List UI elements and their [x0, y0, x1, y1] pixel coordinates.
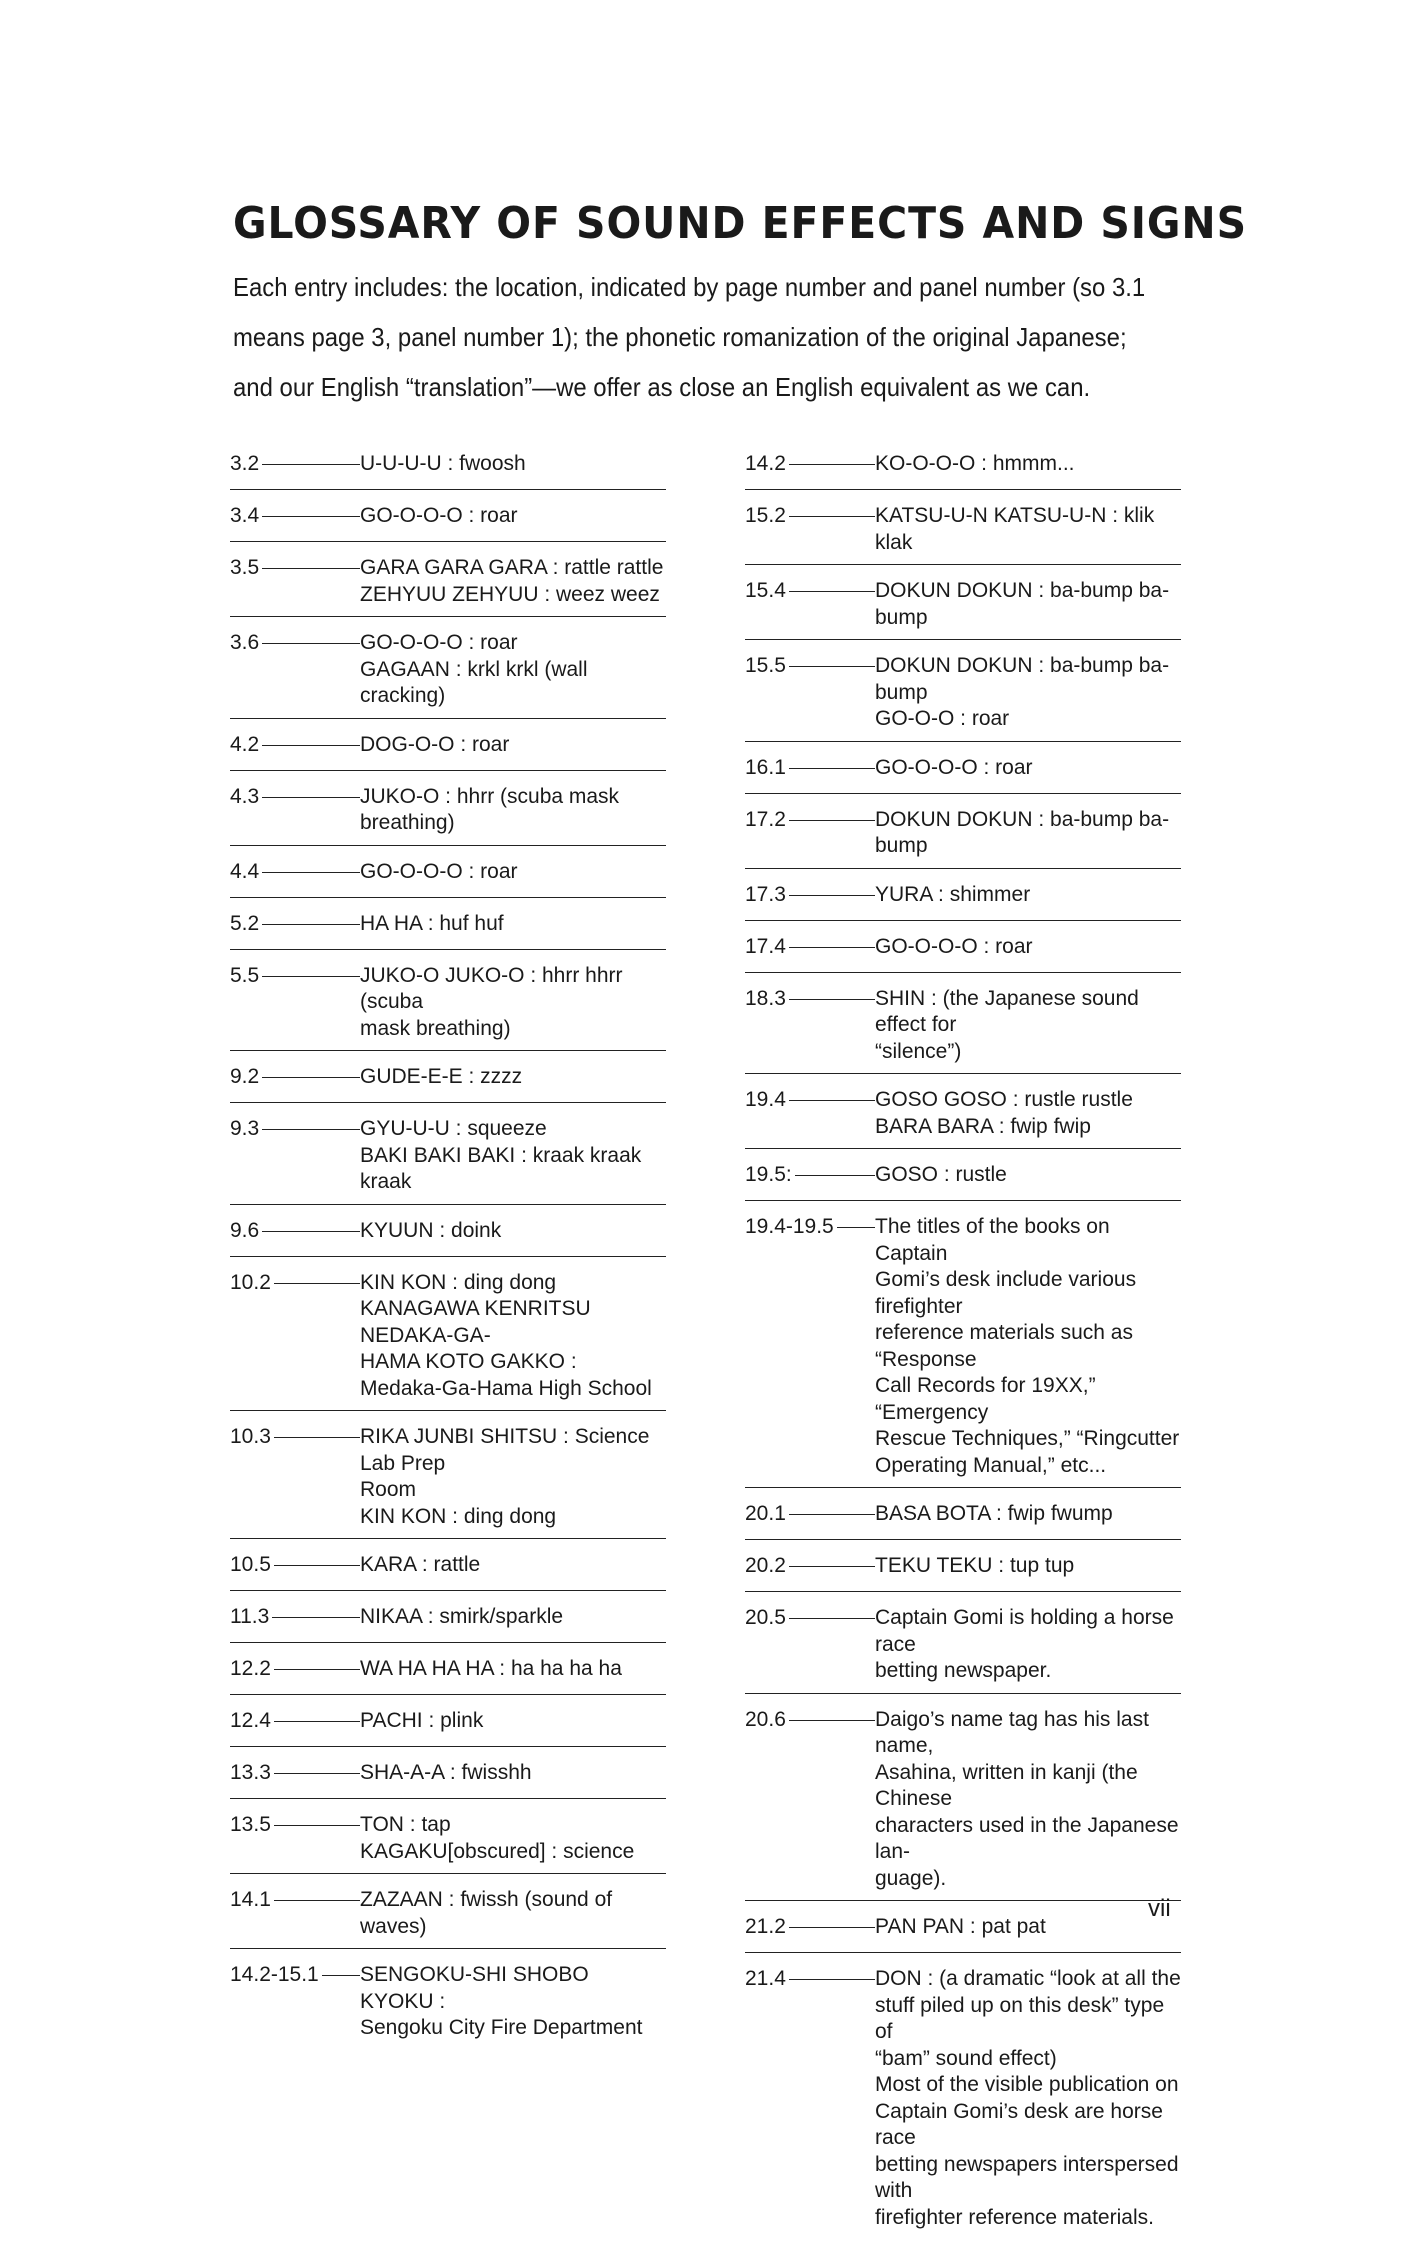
entry-location: 17.3	[745, 882, 789, 908]
entry-text: GO-O-O-O : roar GAGAAN : krkl krkl (wall cracking)	[360, 631, 588, 707]
glossary-entry	[230, 1061, 666, 1103]
glossary-entry	[745, 804, 1181, 869]
entry-location: 14.1	[230, 1887, 274, 1913]
entry-text: GO-O-O-O : roar	[875, 934, 1033, 958]
entry-text: GOSO GOSO : rustle rustle BARA BARA : fwip fwip	[875, 1088, 1133, 1138]
entry-location: 9.3	[230, 1116, 262, 1142]
entry-location: 9.6	[230, 1218, 262, 1244]
glossary-entry	[230, 1267, 666, 1412]
entry-text: SHIN : (the Japanese sound effect for “silence”)	[875, 986, 1139, 1063]
entry-location: 16.1	[745, 755, 789, 781]
glossary-column-right	[745, 448, 1181, 2249]
glossary-entry	[230, 856, 666, 898]
glossary-entry	[230, 500, 666, 542]
glossary-entry	[230, 1113, 666, 1205]
glossary-entry	[745, 1550, 1181, 1592]
entry-location: 3.5	[230, 555, 262, 581]
glossary-entry	[745, 500, 1181, 565]
page-title: GLOSSARY OF SOUND EFFECTS AND SIGNS	[233, 198, 1247, 249]
glossary-entry	[745, 1911, 1181, 1953]
entry-location: 14.2	[745, 451, 789, 477]
entry-location: 17.4	[745, 934, 789, 960]
entry-text: DON : (a dramatic “look at all the stuff piled up on this desk” type of “bam” sound effect) Most of the visible publication on Captain Gomi’s desk are horse race betting newspapers interspersed with firefighter reference materials.	[875, 1967, 1181, 2229]
entry-location: 9.2	[230, 1064, 262, 1090]
entry-text: DOKUN DOKUN : ba-bump ba-bump GO-O-O : roar	[875, 654, 1170, 730]
glossary-entry	[230, 1757, 666, 1799]
entry-location: 19.4	[745, 1087, 789, 1113]
entry-location: 19.5:	[745, 1162, 795, 1188]
glossary-entry	[230, 1884, 666, 1949]
entry-location: 3.6	[230, 630, 262, 656]
entry-text: U-U-U-U : fwoosh	[360, 452, 526, 475]
glossary-entry	[745, 1084, 1181, 1149]
entry-location: 11.3	[230, 1604, 272, 1630]
entry-text: HA HA : huf huf	[360, 911, 504, 935]
glossary-entry	[745, 448, 1181, 490]
glossary-entry	[230, 627, 666, 719]
entry-location: 14.2-15.1	[230, 1962, 322, 1988]
entry-location: 21.4	[745, 1966, 789, 1992]
entry-text: Daigo’s name tag has his last name, Asahina, written in kanji (the Chinese characters used in the Japanese lan- guage).	[875, 1707, 1179, 1890]
glossary-entry	[230, 1601, 666, 1643]
entry-location: 12.2	[230, 1656, 274, 1682]
entry-text: YURA : shimmer	[875, 882, 1031, 906]
glossary-entry	[230, 908, 666, 950]
glossary-entry	[230, 1421, 666, 1539]
entry-text: KYUUN : doink	[360, 1218, 502, 1242]
glossary-entry	[745, 752, 1181, 794]
entry-location: 5.2	[230, 911, 262, 937]
entry-location: 20.5	[745, 1605, 789, 1631]
glossary-entry	[230, 729, 666, 771]
entry-text: SHA-A-A : fwisshh	[360, 1761, 532, 1784]
entry-text: RIKA JUNBI SHITSU : Science Lab Prep Room KIN KON : ding dong	[360, 1425, 650, 1528]
entry-text: ZAZAAN : fwissh (sound of waves)	[360, 1888, 613, 1938]
glossary-entry	[745, 1211, 1181, 1488]
entry-text: KARA : rattle	[360, 1553, 481, 1576]
glossary-entry	[745, 575, 1181, 640]
entry-text: NIKAA : smirk/sparkle	[360, 1605, 564, 1628]
entry-text: DOKUN DOKUN : ba-bump ba-bump	[875, 807, 1170, 857]
entry-text: The titles of the books on Captain Gomi’s desk include various firefighter reference materials such as “Response Call Records for 19XX,” “Emergency Rescue Techniques,” “Ringcutter Operating Manual,” etc...	[875, 1215, 1180, 1477]
glossary-entry	[745, 650, 1181, 742]
entry-text: GUDE-E-E : zzzz	[360, 1065, 523, 1088]
entry-location: 4.4	[230, 859, 262, 885]
glossary-entry	[745, 983, 1181, 1075]
entry-location: 13.3	[230, 1760, 274, 1786]
entry-location: 15.2	[745, 503, 789, 529]
entry-location: 20.6	[745, 1707, 789, 1733]
glossary-entry	[230, 1959, 666, 2050]
entry-text: PAN PAN : pat pat	[875, 1915, 1046, 1938]
glossary-entry	[745, 1498, 1181, 1540]
entry-location: 20.1	[745, 1501, 789, 1527]
entry-text: PACHI : plink	[360, 1709, 484, 1732]
glossary-entry	[230, 960, 666, 1052]
entry-text: GARA GARA GARA : rattle rattle ZEHYUU ZEHYUU : weez weez	[360, 556, 664, 606]
intro-paragraph: Each entry includes: the location, indicated by page number and panel number (so 3.1 means page 3, panel number 1); the phonetic romanization of the original Japanese; and our English “translation”—we offer as close an English equivalent as we can.	[233, 272, 1146, 402]
entry-text: GO-O-O-O : roar	[360, 859, 518, 883]
entry-text: JUKO-O JUKO-O : hhrr hhrr (scuba mask breathing)	[360, 963, 623, 1040]
glossary-entry	[745, 1159, 1181, 1201]
entry-text: GO-O-O-O : roar	[875, 755, 1033, 779]
entry-location: 15.4	[745, 578, 789, 604]
glossary-entry	[230, 1705, 666, 1747]
entry-location: 10.3	[230, 1424, 274, 1450]
entry-location: 5.5	[230, 963, 262, 989]
entry-location: 4.3	[230, 784, 262, 810]
entry-text: GO-O-O-O : roar	[360, 504, 518, 527]
entry-location: 21.2	[745, 1914, 789, 1940]
entry-text: Captain Gomi is holding a horse race betting newspaper.	[875, 1606, 1174, 1682]
page-number: vii	[1148, 1895, 1171, 1922]
entry-location: 13.5	[230, 1812, 274, 1838]
entry-location: 19.4-19.5	[745, 1214, 837, 1240]
glossary-entry	[745, 1704, 1181, 1902]
entry-location: 20.2	[745, 1553, 789, 1579]
glossary-entry	[745, 1963, 1181, 2239]
glossary-entry	[230, 448, 666, 490]
entry-text: GYU-U-U : squeeze BAKI BAKI BAKI : kraak kraak kraak	[360, 1117, 642, 1193]
entry-text: DOKUN DOKUN : ba-bump ba-bump	[875, 579, 1170, 629]
entry-location: 3.2	[230, 451, 262, 477]
entry-text: DOG-O-O : roar	[360, 732, 510, 756]
glossary-entry	[230, 552, 666, 617]
entry-location: 18.3	[745, 986, 789, 1012]
entry-location: 3.4	[230, 503, 262, 529]
glossary-entry	[230, 1215, 666, 1257]
entry-location: 12.4	[230, 1708, 274, 1734]
entry-location: 15.5	[745, 653, 789, 679]
entry-text: SENGOKU-SHI SHOBO KYOKU : Sengoku City Fire Department	[360, 1963, 643, 2039]
glossary-entry	[745, 879, 1181, 921]
entry-text: KO-O-O-O : hmmm...	[875, 452, 1075, 475]
entry-text: JUKO-O : hhrr (scuba mask breathing)	[360, 784, 620, 834]
glossary-entry	[230, 781, 666, 846]
entry-location: 17.2	[745, 807, 789, 833]
entry-text: TON : tap KAGAKU[obscured] : science	[360, 1813, 635, 1863]
entry-text: BASA BOTA : fwip fwump	[875, 1502, 1113, 1525]
entry-location: 10.5	[230, 1552, 274, 1578]
glossary-column-left	[230, 448, 666, 2060]
entry-text: GOSO : rustle	[875, 1163, 1007, 1186]
entry-text: TEKU TEKU : tup tup	[875, 1554, 1075, 1577]
glossary-entry	[745, 1602, 1181, 1694]
entry-text: WA HA HA HA : ha ha ha ha	[360, 1657, 622, 1680]
entry-location: 10.2	[230, 1270, 274, 1296]
glossary-entry	[745, 931, 1181, 973]
entry-text: KIN KON : ding dong KANAGAWA KENRITSU NEDAKA-GA- HAMA KOTO GAKKO : Medaka-Ga-Hama High School	[360, 1270, 652, 1400]
glossary-entry	[230, 1549, 666, 1591]
entry-location: 4.2	[230, 732, 262, 758]
entry-text: KATSU-U-N KATSU-U-N : klik klak	[875, 504, 1155, 554]
glossary-entry	[230, 1653, 666, 1695]
glossary-entry	[230, 1809, 666, 1874]
